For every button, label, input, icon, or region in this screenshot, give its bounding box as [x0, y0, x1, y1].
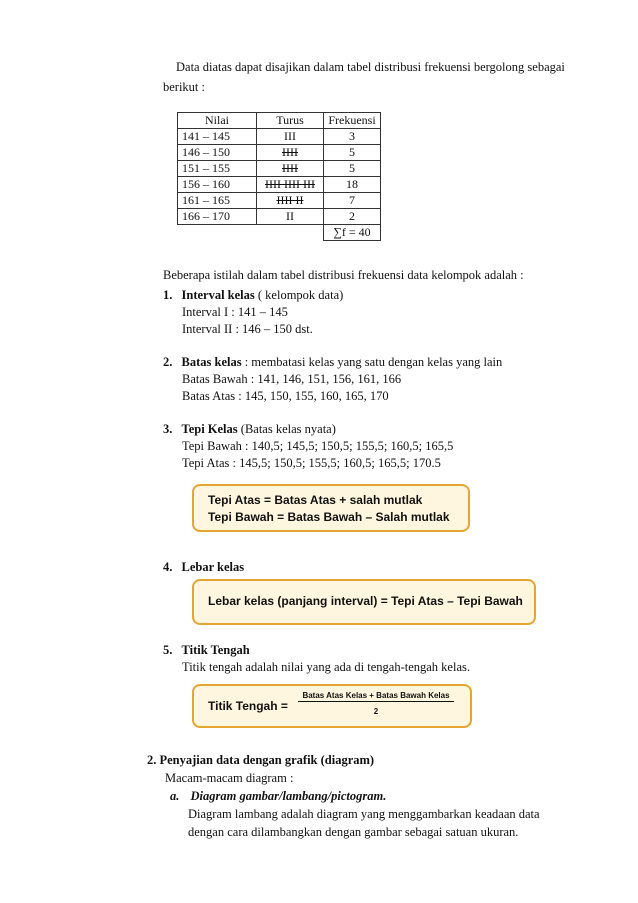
header-turus: Turus [257, 113, 324, 129]
item-a-heading [170, 789, 386, 804]
item-5-number: 5. [163, 643, 173, 657]
titik-tengah-formula-box [192, 684, 472, 728]
cell-frekuensi: 5 [324, 145, 381, 161]
cell-turus: IIII [257, 145, 324, 161]
item-1-title: Interval kelas [181, 288, 255, 302]
item-2-line-1: Batas Bawah : 141, 146, 151, 156, 161, 166 [182, 372, 402, 386]
cell-turus: IIII II [257, 193, 324, 209]
cell-nilai: 161 – 165 [178, 193, 257, 209]
table-row [178, 145, 381, 161]
cell-turus: IIII [257, 161, 324, 177]
cell-nilai: 156 – 160 [178, 177, 257, 193]
cell-turus: IIII IIII III [257, 177, 324, 193]
header-nilai: Nilai [178, 113, 257, 129]
terms-intro: Beberapa istilah dalam tabel distribusi frekuensi data kelompok adalah : [163, 268, 524, 282]
lebar-kelas-formula-box [192, 579, 536, 625]
item-a-line-2: dengan cara dilambangkan dengan gambar sebagai satuan ukuran. [188, 825, 519, 839]
table-row [178, 129, 381, 145]
item-a-title: Diagram gambar/lambang/pictogram. [190, 789, 387, 803]
tepi-formula-box [192, 484, 470, 532]
header-frekuensi: Frekuensi [324, 113, 381, 129]
item-5-line-1: Titik tengah adalah nilai yang ada di tengah-tengah kelas. [182, 660, 470, 674]
cell-nilai: 151 – 155 [178, 161, 257, 177]
table-header-row [178, 113, 381, 129]
tepi-bawah-formula: Tepi Bawah = Batas Bawah – Salah mutlak [208, 510, 450, 524]
item-a-line-1: Diagram lambang adalah diagram yang menggambarkan keadaan data [188, 807, 540, 821]
cell-nilai: 141 – 145 [178, 129, 257, 145]
item-5-heading [163, 643, 250, 658]
item-2-line-2: Batas Atas : 145, 150, 155, 160, 165, 170 [182, 389, 389, 403]
item-5-title: Titik Tengah [181, 643, 250, 657]
section-2-subtitle: Macam-macam diagram : [165, 771, 294, 785]
cell-frekuensi: 2 [324, 209, 381, 225]
titik-tengah-label: Titik Tengah = [208, 699, 288, 713]
item-1-rest: ( kelompok data) [254, 288, 344, 302]
formula-numerator: Batas Atas Kelas + Batas Bawah Kelas [298, 691, 454, 702]
cell-frekuensi: 7 [324, 193, 381, 209]
item-3-line-1: Tepi Bawah : 140,5; 145,5; 150,5; 155,5; 160,5; 165,5 [182, 439, 454, 453]
intro-line-2: berikut : [163, 80, 206, 94]
cell-nilai: 146 – 150 [178, 145, 257, 161]
item-2-rest: : membatasi kelas yang satu dengan kelas yang lain [241, 355, 503, 369]
cell-frekuensi: 3 [324, 129, 381, 145]
item-3-heading [163, 422, 336, 437]
item-4-title: Lebar kelas [181, 560, 245, 574]
item-3-rest: (Batas kelas nyata) [237, 422, 336, 436]
table-row [178, 193, 381, 209]
formula-denominator: 2 [373, 707, 379, 716]
cell-frekuensi: 5 [324, 161, 381, 177]
total-frequency: ∑f = 40 [324, 225, 381, 241]
item-1-line-2: Interval II : 146 – 150 dst. [182, 322, 313, 336]
intro-line-1: Data diatas dapat disajikan dalam tabel distribusi frekuensi bergolong sebagai [176, 60, 565, 74]
table-row [178, 209, 381, 225]
item-1-line-1: Interval I : 141 – 145 [182, 305, 288, 319]
item-1-number: 1. [163, 288, 173, 302]
item-3-title: Tepi Kelas [181, 422, 238, 436]
tepi-atas-formula: Tepi Atas = Batas Atas + salah mutlak [208, 493, 423, 507]
item-4-heading [163, 560, 244, 575]
item-1-heading [163, 288, 343, 303]
lebar-kelas-formula: Lebar kelas (panjang interval) = Tepi Atas – Tepi Bawah [208, 594, 523, 608]
item-a-label: a. [170, 789, 180, 803]
item-2-heading [163, 355, 502, 370]
item-2-title: Batas kelas [181, 355, 242, 369]
item-3-line-2: Tepi Atas : 145,5; 150,5; 155,5; 160,5; 165,5; 170.5 [182, 456, 441, 470]
item-2-number: 2. [163, 355, 173, 369]
table-row [178, 161, 381, 177]
cell-nilai: 166 – 170 [178, 209, 257, 225]
frequency-table [177, 112, 381, 241]
item-3-number: 3. [163, 422, 173, 436]
section-2-title: 2. Penyajian data dengan grafik (diagram) [147, 753, 375, 767]
table-row [178, 177, 381, 193]
cell-frekuensi: 18 [324, 177, 381, 193]
cell-turus: II [257, 209, 324, 225]
item-4-number: 4. [163, 560, 173, 574]
table-total-row [178, 225, 381, 241]
cell-turus: III [257, 129, 324, 145]
